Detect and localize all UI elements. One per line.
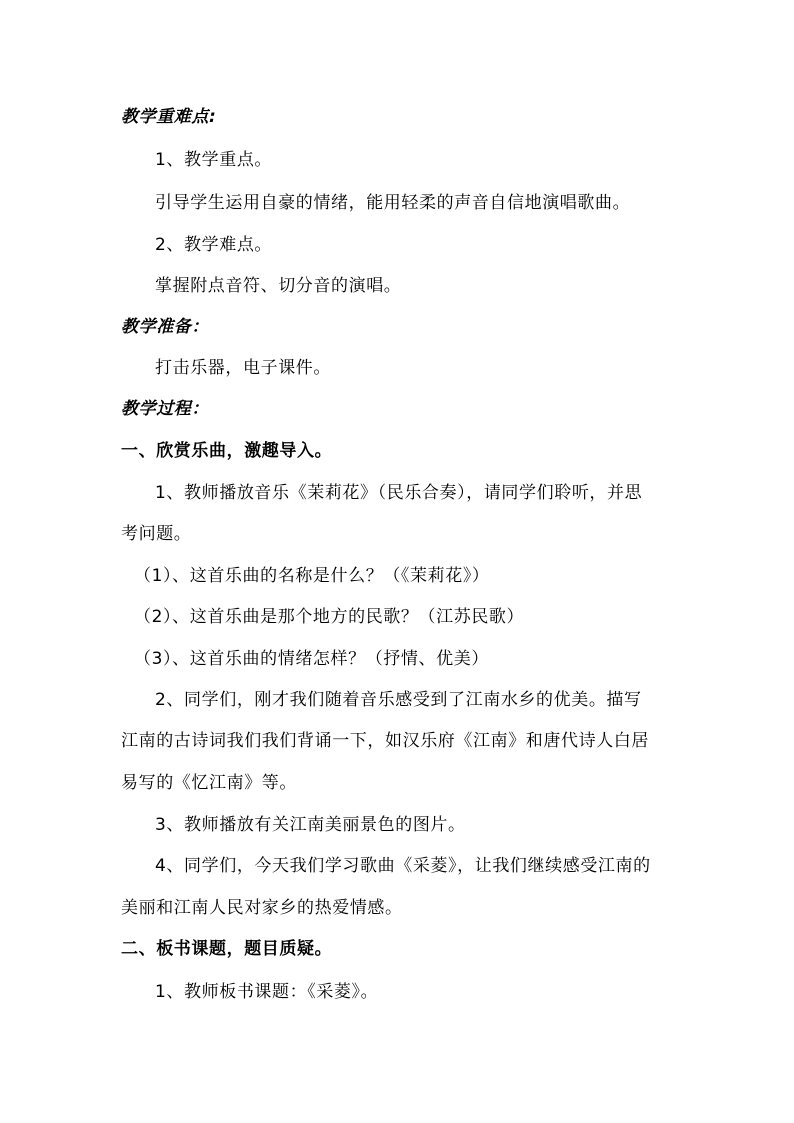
- heading-key-points: 教学重难点:: [121, 107, 217, 127]
- section-1-p3: 3、教师播放有关江南美丽景色的图片。: [155, 815, 466, 835]
- section-1-p1-line2: 考问题。: [121, 524, 192, 544]
- section-1-p1-line1: 1、教师播放音乐《茉莉花》（民乐合奏），请同学们聆听，并思: [155, 483, 643, 503]
- key-point-2-title: 2、教学难点。: [155, 235, 273, 255]
- key-point-2-text: 掌握附点音符、切分音的演唱。: [155, 276, 402, 296]
- section-1-p4-line1: 4、同学们，今天我们学习歌曲《采菱》，让我们继续感受江南的: [155, 856, 651, 876]
- section-1-question-2: （2）、这首乐曲是那个地方的民歌？（江苏民歌）: [134, 607, 525, 627]
- preparation-text: 打击乐器，电子课件。: [155, 358, 331, 378]
- heading-preparation: 教学准备：: [121, 317, 209, 337]
- section-1-question-1: （1）、这首乐曲的名称是什么？（《茉莉花》）: [134, 566, 490, 586]
- key-point-1-title: 1、教学重点。: [155, 150, 273, 170]
- section-1-question-3: （3）、这首乐曲的情绪怎样？（抒情、优美）: [134, 649, 489, 669]
- key-point-1-text: 引导学生运用自豪的情绪，能用轻柔的声音自信地演唱歌曲。: [155, 193, 631, 213]
- section-1-p2-line3: 易写的《忆江南》等。: [121, 773, 297, 793]
- section-2-p1: 1、教师板书课题：《采菱》。: [155, 982, 379, 1002]
- section-2-heading: 二、板书课题，题目质疑。: [121, 939, 333, 959]
- heading-process: 教学过程：: [121, 399, 209, 419]
- section-1-p2-line1: 2、同学们，刚才我们随着音乐感受到了江南水乡的优美。描写: [155, 690, 642, 710]
- section-1-p4-line2: 美丽和江南人民对家乡的热爱情感。: [121, 898, 403, 918]
- section-1-heading: 一、欣赏乐曲，激趣导入。: [121, 441, 333, 461]
- section-1-p2-line2: 江南的古诗词我们我们背诵一下，如汉乐府《江南》和唐代诗人白居: [121, 731, 649, 751]
